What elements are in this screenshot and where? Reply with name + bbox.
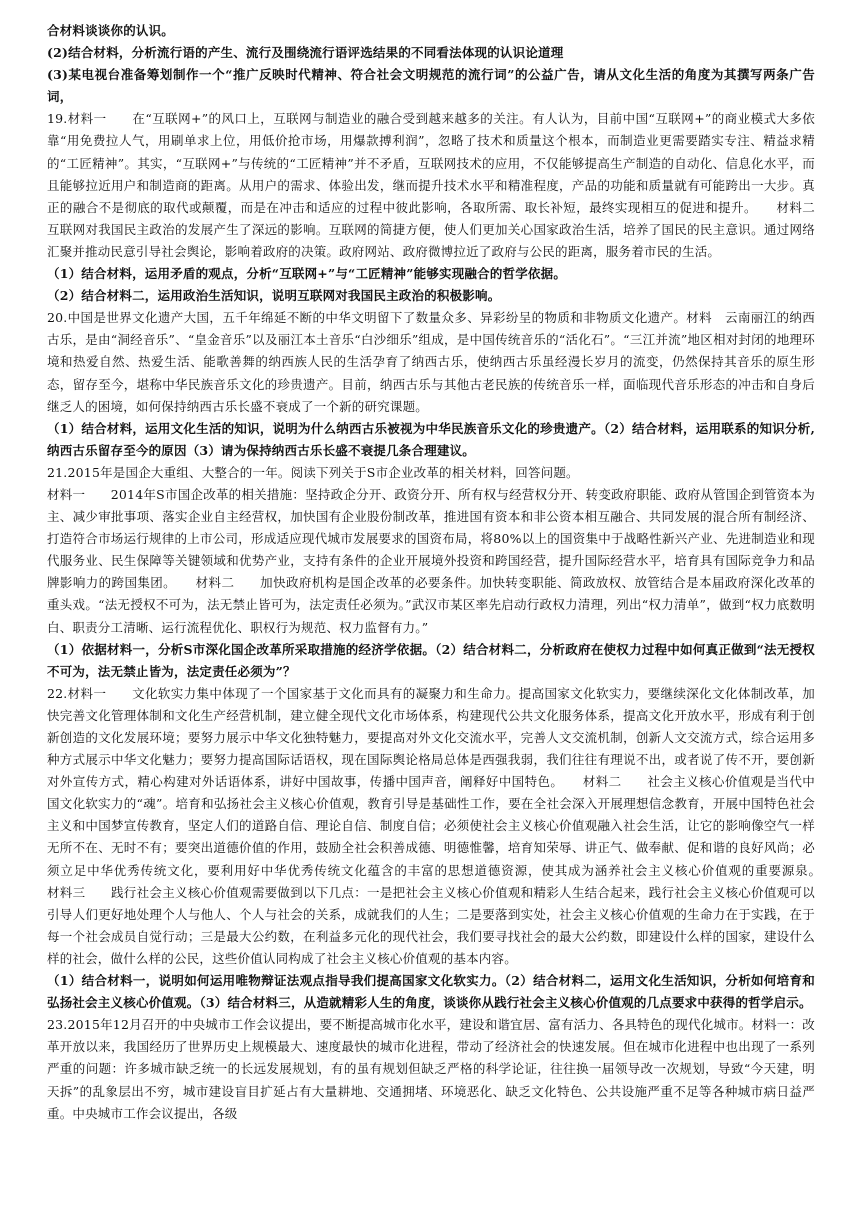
- question-20-material: 20.中国是世界文化遗产大国，五千年绵延不断的中华文明留下了数量众多、异彩纷呈的物质和非物质文化遗产。材料 云南丽江的纳西古乐，是由“洞经音乐”、“皇金音乐”以及丽江本土音乐“白沙细乐”组成，是中国传统音乐的“活化石”。“三江并流”地区相对封闭的地理环境和热爱自然、热爱生活、能歌善舞的纳西族人民的生活孕育了纳西古乐，使纳西古乐虽经漫长岁月的流变，仍然保持其音乐的原生形态，留存至今，堪称中华民族音乐文化的珍贵遗产。目前，纳西古乐与其他古老民族的传统音乐一样，面临现代音乐形态的冲击和自身后继乏人的困境，如何保持纳西古乐长盛不衰成了一个新的研究课题。: [47, 310, 815, 414]
- sub-question: （1）依据材料一，分析S市深化国企改革所采取措施的经济学依据。（2）结合材料二，分析政府在使权力过程中如何真正做到“法无授权不可为，法无禁止皆为，法定责任必须为”？: [47, 641, 815, 679]
- question-tail: 合材料谈谈你的认识。: [47, 23, 175, 38]
- sub-question: （2）结合材料二，运用政治生活知识，说明互联网对我国民主政治的积极影响。: [47, 288, 501, 304]
- document-page: [47, 20, 841, 1125]
- sub-question: （1）结合材料，运用文化生活的知识，说明为什么纳西古乐被视为中华民族音乐文化的珍贵遗产。（2）结合材料，运用联系的知识分析,纳西古乐留存至今的原因（3）请为保持纳西古乐长盛不衰提几条合理建议。: [47, 420, 815, 458]
- sub-question: （1）结合材料一，说明如何运用唯物辩证法观点指导我们提高国家文化软实力。（2）结合材料二，运用文化生活知识，分析如何培育和弘扬社会主义核心价值观。（3）结合材料三，从造就精彩人生的角度，谈谈你从践行社会主义核心价值观的几点要求中获得的哲学启示。: [47, 973, 815, 1011]
- sub-question: (3)某电视台准备筹划制作一个“推广反映时代精神、符合社会文明规范的流行词”的公益广告，请从文化生活的角度为其撰写两条广告词，: [47, 67, 815, 105]
- question-19-material: 19.材料一 在“互联网+”的风口上，互联网与制造业的融合受到越来越多的关注。有人认为，目前中国“互联网+”的商业模式大多依靠“用免费拉人气，用刷单求上位，用低价抢市场，用爆款搏利润”，忽略了技术和质量这个根本，而制造业更需要踏实专注、精益求精的“工匠精神”。其实，“互联网+”与传统的“工匠精神”并不矛盾，互联网技术的应用，不仅能够提高生产制造的自动化、信息化水平，而且能够拉近用户和制造商的距离。从用户的需求、体验出发，继而提升技术水平和精准程度，产品的功能和质量就有可能跨出一大步。真正的融合不是彻底的取代或颠覆，而是在冲击和适应的过程中彼此影响，各取所需、取长补短，最终实现相互的促进和提升。 材料二 互联网对我国民主政治的发展产生了深远的影响。互联网的简捷方便，使人们更加关心国家政治生活，培养了国民的民主意识。通过网络汇聚并推动民意引导社会舆论，影响着政府的决策。政府网站、政府微博拉近了政府与公民的距离，服务着市民的生活。: [47, 111, 828, 259]
- question-21-intro: 21.2015年是国企大重组、大整合的一年。阅读下列关于S市企业改革的相关材料，回答问题。: [47, 464, 579, 480]
- question-23-material: 23.2015年12月召开的中央城市工作会议提出，要不断提高城市化水平，建设和谐宜居、富有活力、各具特色的现代化城市。材料一：改革开放以来，我国经历了世界历史上规模最大、速度最快的城市化进程，带动了经济社会的快速发展。但在城市化进程中也出现了一系列严重的问题：许多城市缺乏统一的长远发展规划，有的虽有规划但缺乏严格的科学论证，往往换一届领导改一次规划，导致“今天建，明天拆”的乱象层出不穷，城市建设盲目扩延占有大量耕地、交通拥堵、环境恶化、缺乏文化特色、公共设施严重不足等各种城市病日益严重。中央城市工作会议提出，各级: [47, 1017, 815, 1121]
- question-22-material: 22.材料一 文化软实力集中体现了一个国家基于文化而具有的凝聚力和生命力。提高国家文化软实力，要继续深化文化体制改革，加快完善文化管理体制和文化生产经营机制，建立健全现代文化市场体系，构建现代公共文化服务体系，提高文化开放水平，形成有利于创新创造的文化发展环境；要努力展示中华文化独特魅力，要提高对外文化交流水平，完善人文交流机制，创新人文交流方式，综合运用多种方式展示中华文化魅力；要努力提高国际话语权，现在国际舆论格局总体是西强我弱，我们往往有理说不出，或者说了传不开，要创新对外宣传方式，精心构建对外话语体系，讲好中国故事，传播中国声音，阐释好中国特色。 材料二 社会主义核心价值观是当代中国文化软实力的“魂”。培育和弘扬社会主义核心价值观，教育引导是基础性工作，要在全社会深入开展理想信念教育，开展中国特色社会主义和中国梦宣传教育，坚定人们的道路自信、理论自信、制度自信；必须使社会主义核心价值观融入社会生活，让它的影响像空气一样无所不在、无时不有；要突出道德价值的作用，鼓励全社会积善成德、明德惟馨，培育知荣辱、讲正气、做奉献、促和谐的良好风尚；必须立足中华优秀传统文化，要利用好中华优秀传统文化蕴含的丰富的思想道德资源，使其成为涵养社会主义核心价值观的重要源泉。 材料三 践行社会主义核心价值观需要做到以下几点：一是把社会主义核心价值观和精彩人生结合起来，践行社会主义核心价值观可以引导人们更好地处理个人与他人、个人与社会的关系，成就我们的人生；二是要落到实处，社会主义核心价值观的生命力在于实践，在于每一个社会成员自觉行动；三是最大公约数，在利益多元化的现代社会，我们要寻找社会的最大公约数，即建设什么样的国家，建设什么样的社会，做什么样的公民，这些价值认同构成了社会主义核心价值观的基本内容。: [47, 685, 841, 966]
- question-21-material: 材料一 2014年S市国企改革的相关措施：坚持政企分开、政资分开、所有权与经营权分开、转变政府职能、政府从管国企到管资本为主、减少审批事项、落实企业自主经营权，加快国有企业股份制改革，推进国有资本和非公资本相互融合、共同发展的混合所有制经济、打造符合市场运行规律的上市公司，形成适应现代城市发展要求的国资布局，将80%以上的国资集中于战略性新兴产业、先进制造业和现代服务业、民生保障等关键领域和优势产业，支持有条件的企业开展境外投资和跨国经营，提升国际经营水平，培育具有国际竞争力和品牌影响力的跨国集团。 材料二 加快政府机构是国企改革的必要条件。加快转变职能、简政放权、放管结合是本届政府深化改革的重头戏。“法无授权不可为，法无禁止皆可为，法定责任必须为。”武汉市某区率先启动行政权力清理，列出“权力清单”，做到“权力底数明白、职责分工清晰、运行流程优化、职权行为规范、权力监督有力。”: [47, 486, 815, 635]
- sub-question: (2)结合材料，分析流行语的产生、流行及围绕流行语评选结果的不同看法体现的认识论道理: [47, 45, 564, 61]
- sub-question: （1）结合材料，运用矛盾的观点，分析“互联网+”与“工匠精神”能够实现融合的哲学依据。: [47, 266, 567, 282]
